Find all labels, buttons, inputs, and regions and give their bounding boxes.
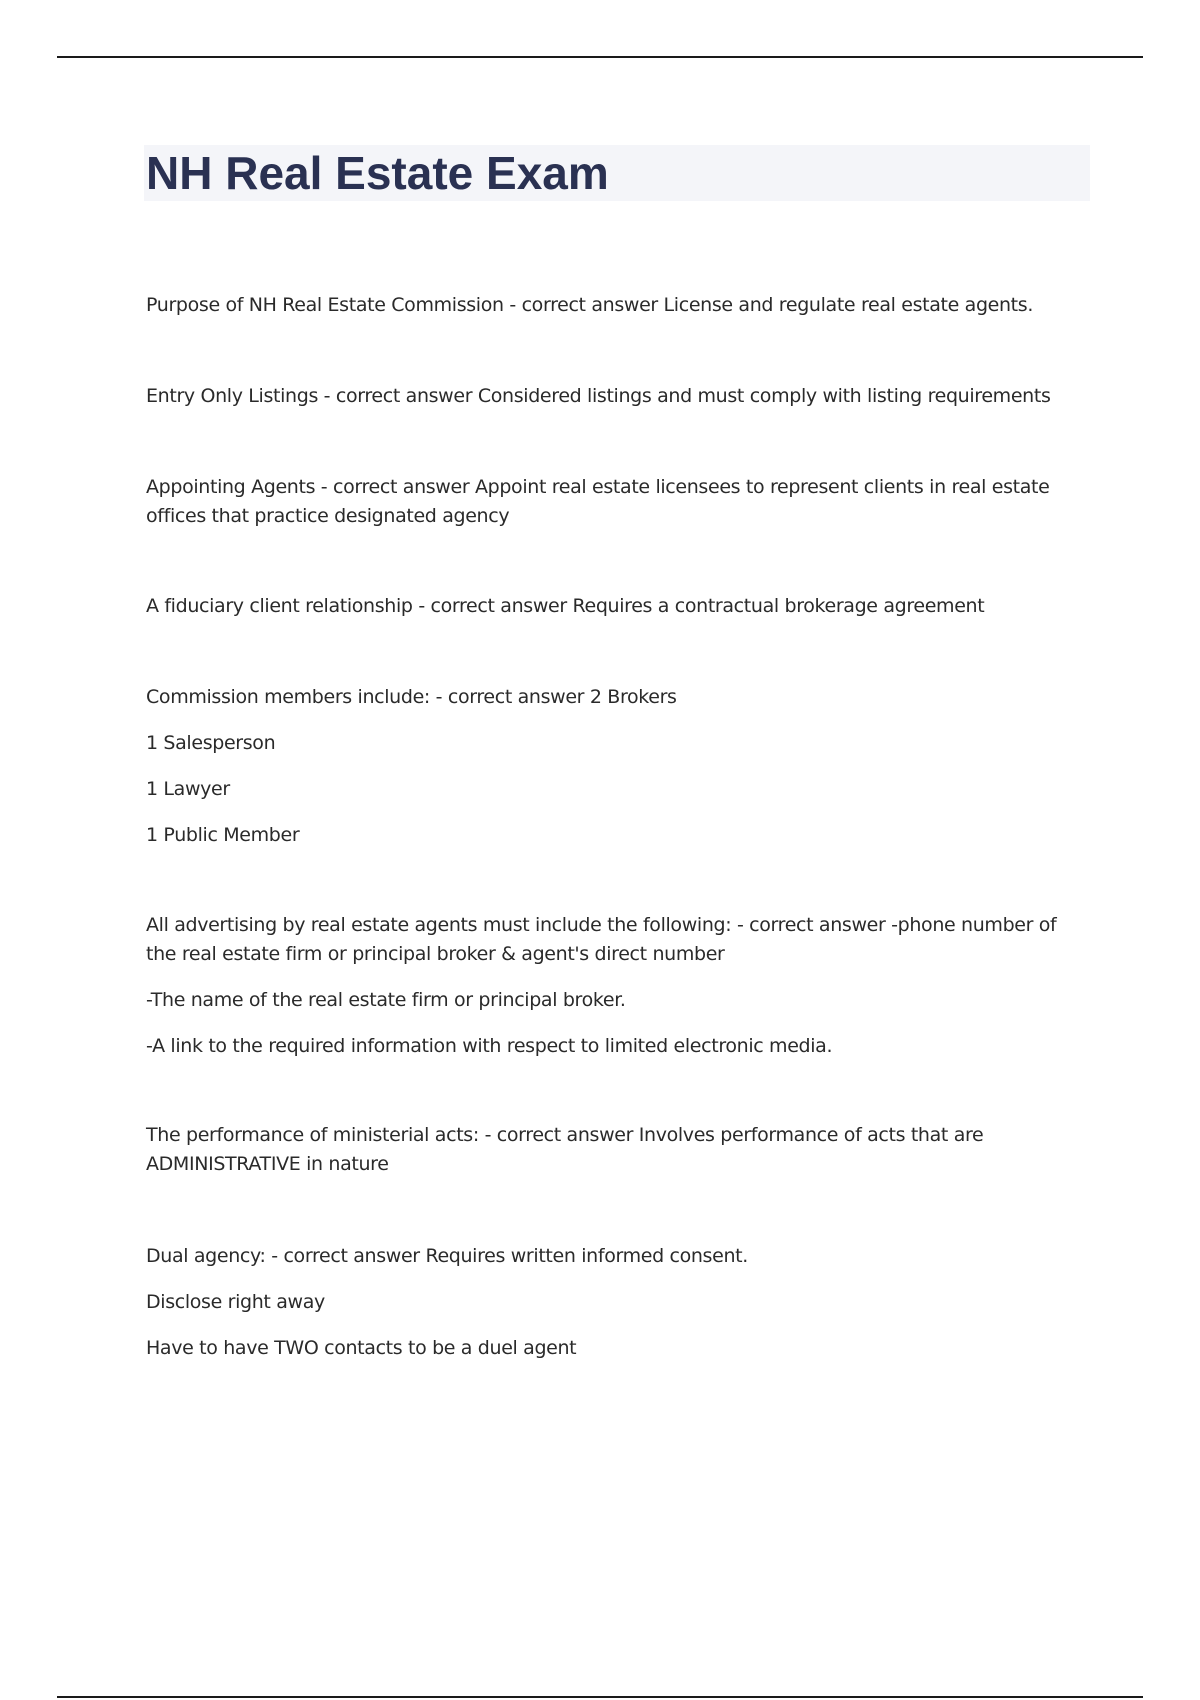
qa-item-8: [146, 1242, 1086, 1363]
qa-item-6-line-1: All advertising by real estate agents must include the following: - correct answer -phone number of the real estate firm or principal broker & agent's direct number: [146, 914, 1057, 965]
qa-item-5-line-4: 1 Public Member: [146, 824, 300, 846]
qa-item-5-line-1: Commission members include: - correct answer 2 Brokers: [146, 686, 677, 708]
qa-item-8-line-1: Dual agency: - correct answer Requires written informed consent.: [146, 1245, 748, 1267]
qa-item-7-line-1: The performance of ministerial acts: - correct answer Involves performance of acts that are ADMINISTRATIVE in nature: [146, 1124, 984, 1175]
qa-item-6-line-2: -The name of the real estate firm or principal broker.: [146, 989, 626, 1011]
qa-item-8-line-2: Disclose right away: [146, 1291, 325, 1313]
qa-item-4-line-1: A fiduciary client relationship - correct answer Requires a contractual brokerage agreement: [146, 595, 985, 617]
qa-item-8-line-3: Have to have TWO contacts to be a duel agent: [146, 1337, 577, 1359]
qa-item-6-line-3: -A link to the required information with respect to limited electronic media.: [146, 1035, 833, 1057]
qa-item-1: [146, 291, 1086, 320]
qa-item-3: [146, 473, 1086, 531]
qa-item-5-line-3: 1 Lawyer: [146, 778, 230, 800]
qa-item-4: [146, 592, 1086, 621]
qa-item-7: [146, 1121, 1086, 1179]
qa-item-6: [146, 911, 1086, 1061]
footer-rule: [57, 1696, 1143, 1698]
document-title: NH Real Estate Exam: [146, 147, 609, 199]
qa-item-2: [146, 382, 1086, 411]
header-rule: [57, 56, 1143, 58]
qa-item-3-line-1: Appointing Agents - correct answer Appoint real estate licensees to represent clients in real estate offices that practice designated agency: [146, 476, 1050, 527]
qa-item-5: [146, 683, 1086, 850]
qa-item-1-line-1: Purpose of NH Real Estate Commission - correct answer License and regulate real estate agents.: [146, 294, 1034, 316]
qa-item-5-line-2: 1 Salesperson: [146, 732, 276, 754]
qa-item-2-line-1: Entry Only Listings - correct answer Considered listings and must comply with listing requirements: [146, 385, 1051, 407]
